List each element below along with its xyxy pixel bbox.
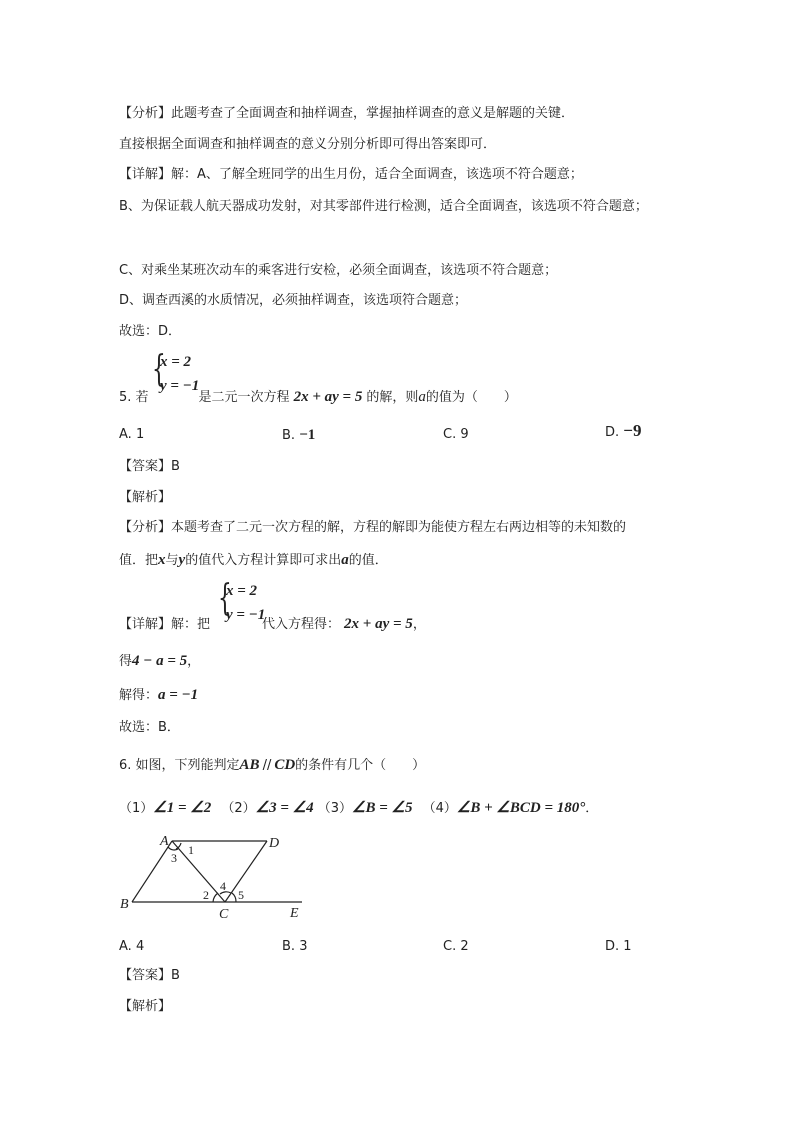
label-angle-5: 5 [238,888,244,902]
var-y: y [178,552,186,568]
q5-var-a: a [418,389,426,405]
detail-paragraph [119,166,583,184]
q5-equation: 2x + ay = 5 [293,389,363,405]
line-ac [172,841,225,902]
q6-stem: 6. 如图，下列能判定AB // CD的条件有几个（ ） [119,757,426,773]
q6-cond-4: ∠B + ∠BCD = 180° [456,800,586,816]
q6-option-c: C. 2 [443,939,469,954]
q5-detail-system-x: x = 2 [226,583,258,599]
q6-cond-1: ∠1 = ∠2 [153,800,212,816]
parallel-symbol: // [262,758,272,773]
q5-explanation-heading: 【解析】 [119,490,172,505]
analysis-text: 此题考查了全面调查和抽样调查，掌握抽样调查的意义是解题的关键． [171,106,575,121]
q5-step1-equation: 4 − a = 5 [132,653,188,669]
label-angle-1: 1 [188,843,194,857]
detail-option-c: C、对乘坐某班次动车的乘客进行安检，必须全面调查，该选项不符合题意； [119,263,558,278]
q6-option-d: D. 1 [605,939,632,954]
detail-option-a: 解：A、了解全班同学的出生月份，适合全面调查，该选项不符合题意； [171,167,583,182]
brace-symbol: { [218,578,232,619]
label-c: C [219,907,229,922]
line-cd [225,841,267,902]
q5-analysis [119,519,626,537]
angle-arc-5 [232,893,236,902]
label-angle-4: 4 [220,879,226,893]
q6-geometry-figure [112,828,312,924]
q6-ab: AB [239,757,260,773]
analysis-method: 直接根据全面调查和抽样调查的意义分别分析即可得出答案即可． [119,137,497,152]
q6-option-b: B. 3 [282,939,308,954]
label-d: D [269,836,280,851]
q6-option-a: A. 4 [119,939,145,954]
label-b: B [120,897,129,912]
var-x: x [158,552,166,568]
q5-detail-tag: 【详解】 [119,617,172,632]
q5-step2-equation: a = −1 [158,687,199,703]
analysis-tag: 【分析】 [119,106,172,121]
label-angle-3: 3 [171,851,177,865]
label-a: A [160,834,169,849]
q6-conditions: （1）∠1 = ∠2 （2）∠3 = ∠4 （3）∠B = ∠5 （4）∠B + ∠BCD = 180°． [119,800,599,816]
label-e: E [290,906,299,921]
q6-explanation-heading: 【解析】 [119,999,172,1014]
q5-analysis-cont: 值．把x与y的值代入方程计算即可求出a的值． [119,552,388,568]
label-angle-2: 2 [203,888,209,902]
q6-answer: 【答案】B [119,968,180,983]
q5-detail: 【详解】解：把 代入方程得： 2x + ay = 5， [119,616,426,632]
q5-mid-text: 是二元一次方程 [198,390,290,405]
q6-cd: CD [274,757,296,773]
q5-detail-equation: 2x + ay = 5 [344,616,413,632]
var-a: a [341,552,349,568]
q6-number: 6. 如图，下列能判定 [119,758,240,773]
conclusion-prev: 故选：D． [119,324,182,339]
q5-conclusion: 故选：B． [119,720,180,735]
q5-analysis-tag: 【分析】 [119,520,172,535]
detail-option-d: D、调查西溪的水质情况，必须抽样调查，该选项符合题意； [119,293,468,308]
q5-step2: 解得：a = −1 [119,687,199,703]
line-ab [132,841,172,902]
q5-after-text-2: 的值为（ ） [425,390,517,405]
q6-cond-3: ∠B = ∠5 [352,800,413,816]
q5-number: 5. 若 [119,390,149,405]
q5-after-text: 的解，则 [366,390,419,405]
q5-option-c: C. 9 [443,427,469,442]
brace-symbol: { [152,349,166,390]
q5-system-y: y = −1 [160,378,200,394]
q6-cond-2: ∠3 = ∠4 [255,800,314,816]
angle-arc-2 [213,893,218,902]
detail-option-b: B、为保证载人航天器成功发射，对其零部件进行检测，适合全面调查，该选项不符合题意； [119,199,648,214]
q5-option-d: D. −9 [605,421,642,440]
q5-step1: 得4 − a = 5， [119,653,201,669]
q5-analysis-text: 本题考查了二元一次方程的解，方程的解即为能使方程左右两边相等的未知数的 [171,520,627,535]
q5-stem [119,388,517,407]
q5-answer: 【答案】B [119,459,180,474]
q5-option-a: A. 1 [119,427,145,442]
q5-option-b: B. −1 [282,427,316,443]
detail-tag: 【详解】 [119,167,172,182]
q5-detail-system-y: y = −1 [226,607,266,623]
analysis-paragraph [119,105,574,123]
q5-system-x: x = 2 [160,354,192,370]
